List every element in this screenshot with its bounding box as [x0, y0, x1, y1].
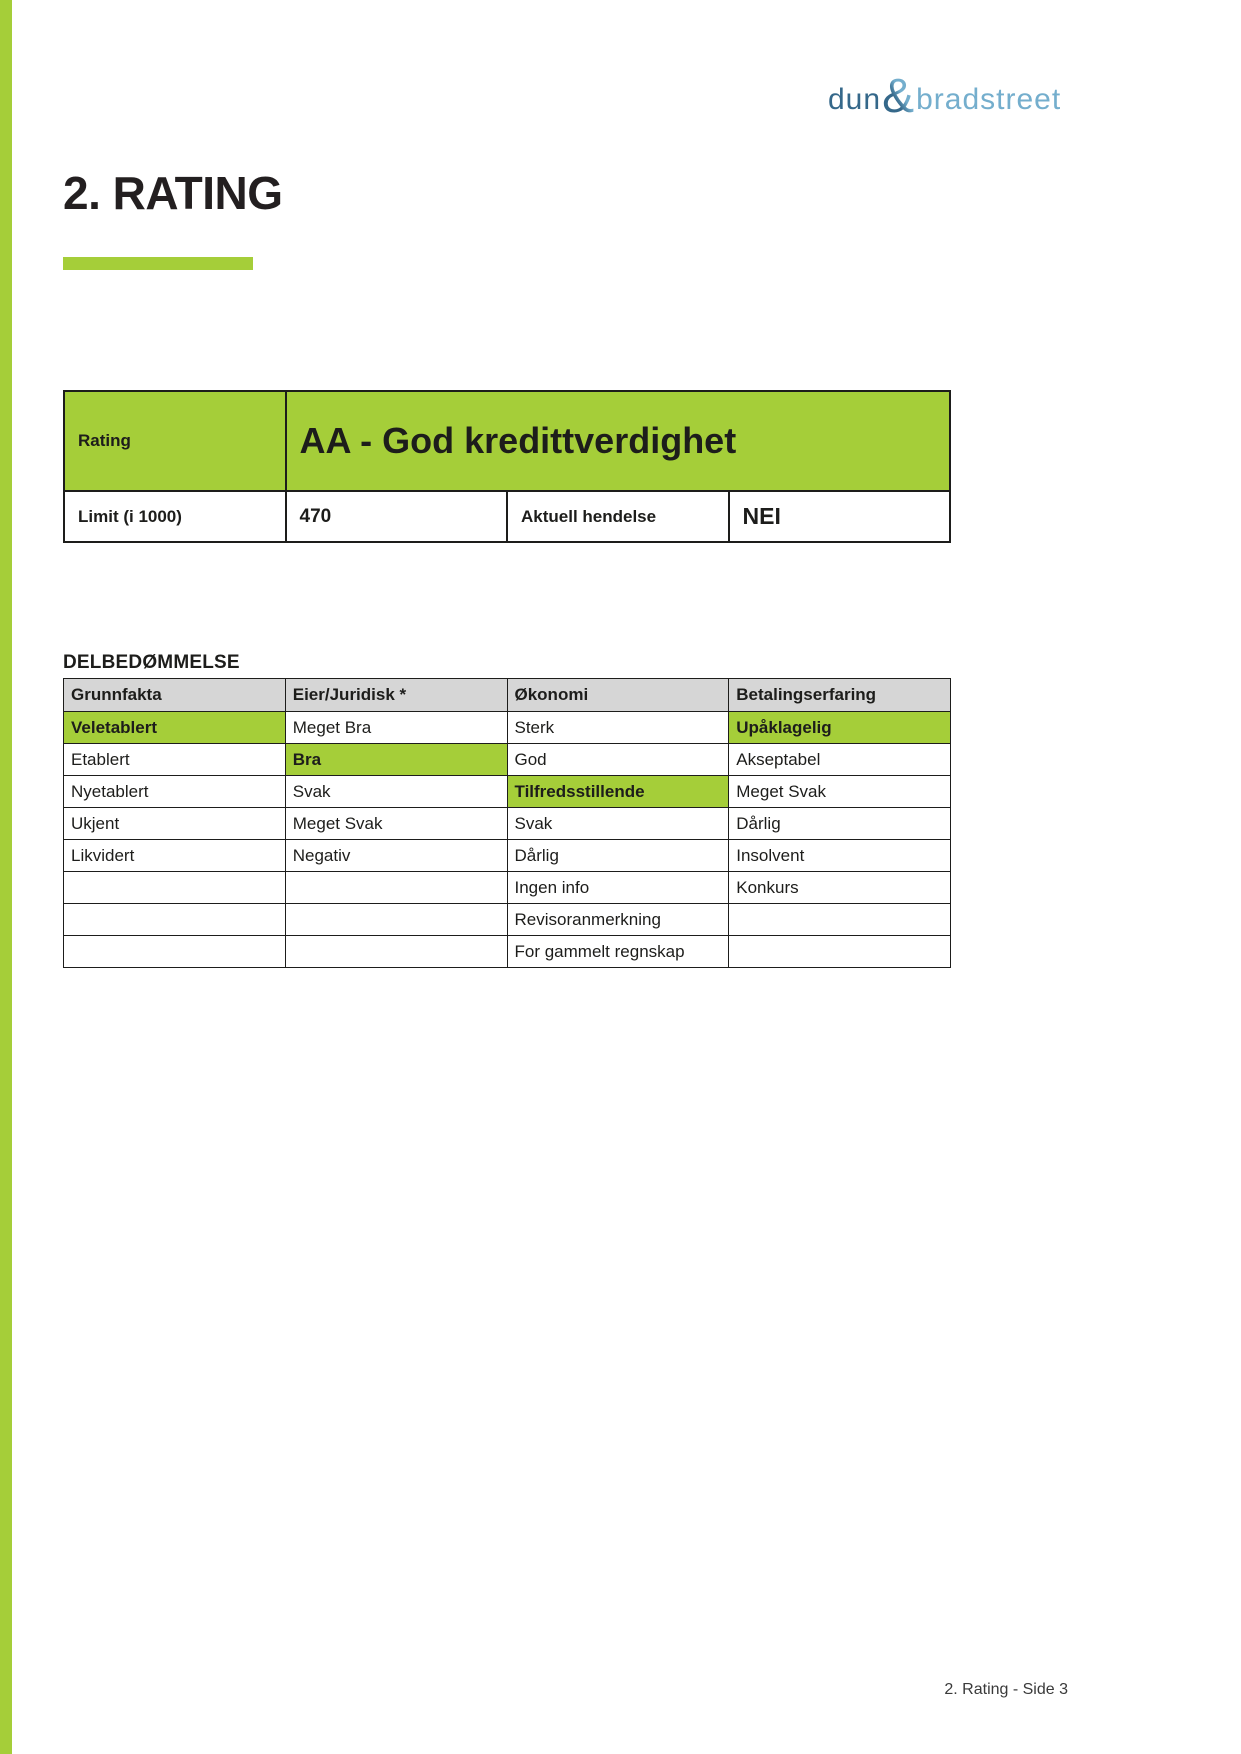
- limit-value: 470: [286, 491, 508, 542]
- aktuell-hendelse-label: Aktuell hendelse: [507, 491, 729, 542]
- assessment-cell: Revisoranmerkning: [507, 904, 729, 936]
- assessment-cell: [285, 936, 507, 968]
- assessment-row: [64, 744, 951, 776]
- column-header-grunnfakta: Grunnfakta: [64, 679, 286, 712]
- assessment-cell: Svak: [507, 808, 729, 840]
- page-footer: 2. Rating - Side 3: [944, 1681, 1068, 1698]
- assessment-cell: Dårlig: [507, 840, 729, 872]
- assessment-cell: Konkurs: [729, 872, 951, 904]
- logo-bradstreet-text: bradstreet: [916, 83, 1062, 116]
- assessment-cell: Meget Bra: [285, 712, 507, 744]
- assessment-cell: Ingen info: [507, 872, 729, 904]
- dnb-logo: [828, 66, 1061, 121]
- assessment-header-row: [64, 679, 951, 712]
- assessment-cell: Upåklagelig: [729, 712, 951, 744]
- assessment-cell: Negativ: [285, 840, 507, 872]
- assessment-cell: Veletablert: [64, 712, 286, 744]
- assessment-row: [64, 840, 951, 872]
- left-accent-bar: [0, 0, 12, 1754]
- assessment-row: [64, 712, 951, 744]
- assessment-cell: Ukjent: [64, 808, 286, 840]
- assessment-cell: Insolvent: [729, 840, 951, 872]
- column-header-okonomi: Økonomi: [507, 679, 729, 712]
- assessment-cell: Likvidert: [64, 840, 286, 872]
- assessment-cell: [729, 904, 951, 936]
- assessment-cell: [285, 872, 507, 904]
- column-header-betalingserfaring: Betalingserfaring: [729, 679, 951, 712]
- rating-table: [63, 390, 951, 543]
- assessment-cell: Sterk: [507, 712, 729, 744]
- limit-row: [64, 491, 950, 542]
- assessment-row: [64, 904, 951, 936]
- assessment-cell: Dårlig: [729, 808, 951, 840]
- assessment-cell: Etablert: [64, 744, 286, 776]
- title-underline: [63, 257, 253, 270]
- assessment-cell: Nyetablert: [64, 776, 286, 808]
- logo-ampersand-icon: &: [882, 70, 916, 123]
- delbedommelse-heading: DELBEDØMMELSE: [63, 652, 240, 673]
- assessment-row: [64, 872, 951, 904]
- assessment-cell: [729, 936, 951, 968]
- assessment-cell: Meget Svak: [285, 808, 507, 840]
- assessment-cell: Tilfredsstillende: [507, 776, 729, 808]
- rating-row: [64, 391, 950, 491]
- rating-value: AA - God kredittverdighet: [286, 391, 951, 491]
- assessment-cell: Akseptabel: [729, 744, 951, 776]
- logo-dun-text: dun: [828, 83, 882, 116]
- assessment-cell: [64, 936, 286, 968]
- assessment-cell: [64, 904, 286, 936]
- assessment-row: [64, 936, 951, 968]
- assessment-table-body: [64, 712, 951, 968]
- assessment-cell: Bra: [285, 744, 507, 776]
- aktuell-hendelse-value: NEI: [729, 491, 951, 542]
- limit-label: Limit (i 1000): [64, 491, 286, 542]
- column-header-eier-juridisk: Eier/Juridisk *: [285, 679, 507, 712]
- assessment-row: [64, 776, 951, 808]
- assessment-cell: For gammelt regnskap: [507, 936, 729, 968]
- assessment-cell: [64, 872, 286, 904]
- assessment-table: [63, 678, 951, 968]
- assessment-row: [64, 808, 951, 840]
- assessment-cell: Meget Svak: [729, 776, 951, 808]
- assessment-cell: God: [507, 744, 729, 776]
- assessment-cell: Svak: [285, 776, 507, 808]
- rating-label: Rating: [64, 391, 286, 491]
- page-title: 2. RATING: [63, 167, 283, 219]
- assessment-cell: [285, 904, 507, 936]
